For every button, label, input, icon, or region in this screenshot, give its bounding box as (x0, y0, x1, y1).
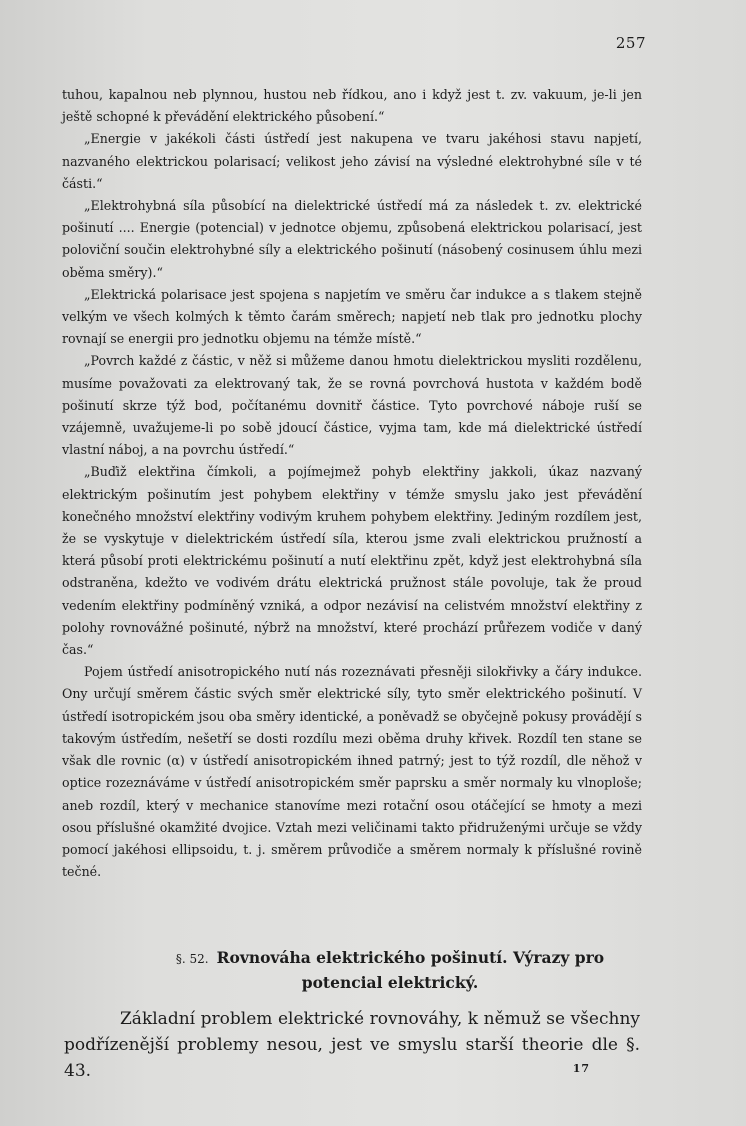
paragraph: „Elektrická polarisace jest spojena s napjetím ve směru čar indukce a s tlakem stejně velkým ve všech kolmých k těmto čarám směrech; napjetí neb tlak pro jednotku plochy rovnají se energii pro jednotku objemu na témže místě.“ (62, 286, 642, 347)
paragraph: „Buďiž elektřina čímkoli, a pojímejmež pohyb elektřiny jakkoli, úkaz nazvaný elektrickým pošinutím jest pohybem elektřiny v témže smyslu jako jest převádění konečného množství elektřiny vodivým kruhem pohybem elektřiny. Jediným rozdílem jest, že se vyskytuje v dielektrickém ústředí síla, kterou jsme zvali elektrickou pružností a která působí proti elektrickému pošinutí a nutí elektřinu zpět, když jest elektrohybná síla odstraněna, kdežto ve vodivém drátu elektrická pružnost stále povoluje, tak že proud vedením elektřiny podmíněný vzniká, a odpor nezávisí na celistvém množství elektřiny z polohy rovnovážné pošinuté, nýbrž na množství, které prochází průřezem vodiče v daný čas.“ (62, 464, 642, 658)
paragraph: „Elektrohybná síla působící na dielektrické ústředí má za následek t. zv. elektrické pošinutí .... Energie (potencial) v jednotce objemu, způsobená elektrickou polarisací, jest poloviční součin elektrohybné síly a elektrického pošinutí (násobený cosinusem úhlu mezi oběma směry).“ (62, 198, 642, 280)
section-heading (140, 946, 640, 994)
section-number: §. 52. (175, 952, 209, 966)
paragraph: tuhou, kapalnou neb plynnou, hustou neb řídkou, ano i když jest t. zv. vakuum, je-li jen ještě schopné k převádění elektrického působení.“ (62, 87, 642, 125)
printer-signature-mark: 17 (572, 1062, 590, 1075)
paragraph: „Povrch každé z částic, v něž si můžeme danou hmotu dielektrickou mysliti rozdělenu, musíme považovati za elektrovaný tak, že se rovná povrchová hustota v každém bodě pošinutí skrze týž bod, počítanému dovnitř částice. Tyto povrchové náboje ruší se vzájemně, uvažujeme-li po sobě jdoucí částice, vyjma tam, kde má dielektrické ústředí vlastní náboj, a na povrchu ústředí.“ (62, 353, 642, 458)
section-title: Rovnováha elektrického pošinutí. Výrazy pro potencial elektrický. (216, 948, 605, 992)
page-number: 257 (615, 34, 646, 52)
paragraph: „Energie v jakékoli části ústředí jest nakupena ve tvaru jakéhosi stavu napjetí, nazvaného elektrickou polarisací; velikost jeho závisí na výsledné elektrohybné síle v té části.“ (62, 131, 642, 191)
section-intro-text: Základní problem elektrické rovnováhy, k němuž se všechny podřízenější problemy nesou, jest ve smyslu starší theorie dle §. 43. (64, 1009, 640, 1081)
body-text (62, 84, 642, 883)
paragraph: Pojem ústředí anisotropického nutí nás rozeznávati přesněji silokřivky a čáry indukce. Ony určují směrem částic svých směr elektrické síly, tyto směr elektrického pošinutí. V ústředí isotropickém jsou oba směry identické, a poněvadž se obyčejně pokusy provádějí s takovým ústředím, nešetří se dosti rozdílu mezi oběma druhy křivek. Rozdíl ten stane se však dle rovnic (α) v ústředí anisotropickém ihned patrný; jest to týž rozdíl, dle něhož v optice rozeznáváme v ústředí anisotropickém směr paprsku a směr normaly ku vlnoploše; aneb rozdíl, který v mechanice stanovíme mezi rotační osou otáčející se hmoty a mezi osou příslušné okamžité dvojice. Vztah mezi veličinami takto přidruženými určuje se vždy pomocí jakéhosi ellipsoidu, t. j. směrem průvodiče a směrem normaly k příslušné rovině tečné. (62, 664, 642, 880)
